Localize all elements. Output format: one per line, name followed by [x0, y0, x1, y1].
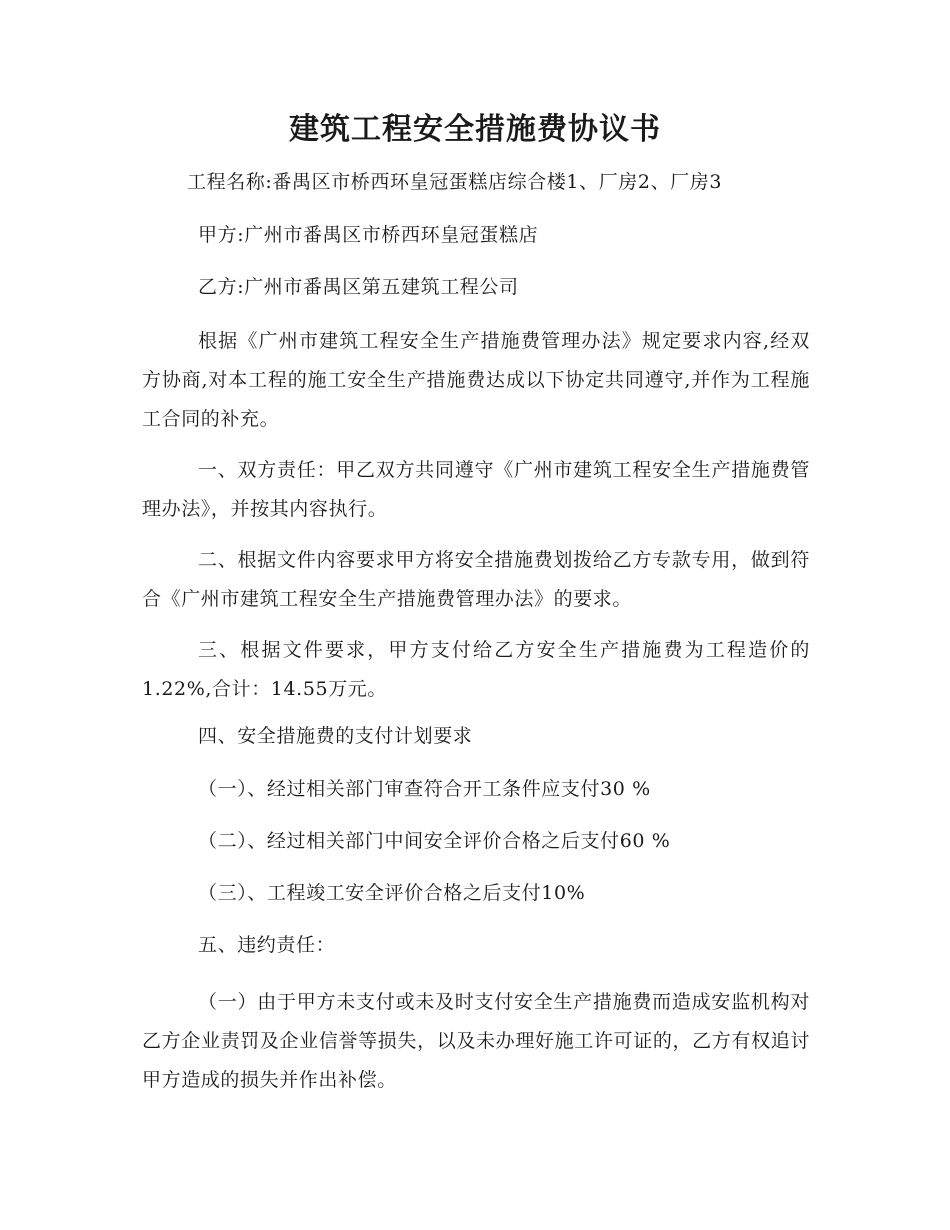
clause-3: 三、根据文件要求，甲方支付给乙方安全生产措施费为工程造价的1.22%,合计：14.55万元。 — [142, 639, 810, 700]
clause-5-item-1: （一）由于甲方未支付或未及时支付安全生产措施费而造成安监机构对乙方企业责罚及企业信誉等损失，以及未办理好施工许可证的，乙方有权追讨甲方造成的损失并作出补偿。 — [142, 991, 810, 1091]
clause-5-heading: 五、违约责任： — [198, 934, 336, 956]
project-name: 工程名称:番禺区市桥西环皇冠蛋糕店综合楼1、厂房2、厂房3 — [187, 171, 723, 193]
clause-2: 二、根据文件内容要求甲方将安全措施费划拨给乙方专款专用，做到符合《广州市建筑工程安全生产措施费管理办法》的要求。 — [142, 549, 810, 610]
document-title: 建筑工程安全措施费协议书 — [289, 112, 661, 147]
intro-paragraph: 根据《广州市建筑工程安全生产措施费管理办法》规定要求内容,经双方协商,对本工程的施工安全生产措施费达成以下协定共同遵守,并作为工程施工合同的补充。 — [142, 330, 810, 430]
clause-1: 一、双方责任：甲乙双方共同遵守《广州市建筑工程安全生产措施费管理办法》，并按其内容执行。 — [142, 459, 810, 520]
party-a: 甲方:广州市番禺区市桥西环皇冠蛋糕店 — [198, 224, 539, 246]
party-b: 乙方:广州市番禺区第五建筑工程公司 — [198, 276, 519, 298]
clause-4-item-2: （二）、经过相关部门中间安全评价合格之后支付60 % — [198, 830, 671, 852]
clause-4-item-3: （三）、工程竣工安全评价合格之后支付10% — [198, 882, 586, 904]
clause-4-heading: 四、安全措施费的支付计划要求 — [198, 725, 473, 747]
clause-4-item-1: （一）、经过相关部门审查符合开工条件应支付30 % — [198, 778, 651, 800]
